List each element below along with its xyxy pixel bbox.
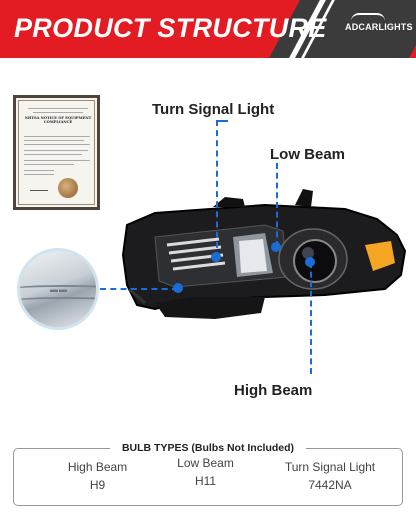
- bulb-value: 7442NA: [308, 478, 352, 492]
- high-beam-label: High Beam: [234, 382, 313, 399]
- bulb-name: High Beam: [67, 460, 128, 474]
- turn-signal-marker-dot: [211, 252, 221, 262]
- bulb-value: H11: [194, 474, 217, 488]
- turn-signal-callout-line-horizontal: [216, 120, 228, 122]
- certificate-seal-icon: [58, 178, 78, 198]
- header-banner: [0, 0, 416, 58]
- bulb-spec-high-beam: [50, 460, 145, 492]
- bulb-types-title: BULB TYPES (Bulbs Not Included): [110, 440, 306, 456]
- car-outline-icon: [351, 13, 385, 21]
- headlight-illustration: [115, 185, 415, 345]
- page-title: PRODUCT STRUCTURE: [14, 13, 327, 43]
- bulb-name: Low Beam: [177, 456, 234, 470]
- projector-lens: [294, 240, 336, 282]
- compliance-certificate: [13, 95, 100, 210]
- low-beam-marker-dot: [271, 242, 281, 252]
- low-beam-callout-line: [276, 163, 278, 247]
- brand-name: ADCARLIGHTS: [345, 22, 413, 32]
- signature-line: [30, 190, 48, 191]
- lens-marking: ▬▬: [50, 285, 68, 294]
- mounting-tab: [295, 189, 313, 207]
- bulb-spec-turn-signal: [268, 460, 392, 492]
- lens-callout-line: [100, 288, 178, 290]
- bulb-name: Turn Signal Light: [284, 460, 376, 474]
- high-beam-marker-dot: [305, 257, 315, 267]
- certificate-heading: NHTSA NOTICE OF EQUIPMENT COMPLIANCE: [24, 116, 92, 124]
- bulb-value: H9: [89, 478, 106, 492]
- bulb-spec-low-beam: [158, 456, 253, 488]
- high-beam-callout-line: [310, 262, 312, 374]
- turn-signal-label: Turn Signal Light: [152, 101, 275, 118]
- lens-closeup: [17, 248, 99, 330]
- brand-logo: [345, 22, 413, 32]
- turn-signal-callout-line: [216, 120, 218, 258]
- lens-marker-dot: [173, 283, 183, 293]
- low-beam-label: Low Beam: [270, 146, 346, 163]
